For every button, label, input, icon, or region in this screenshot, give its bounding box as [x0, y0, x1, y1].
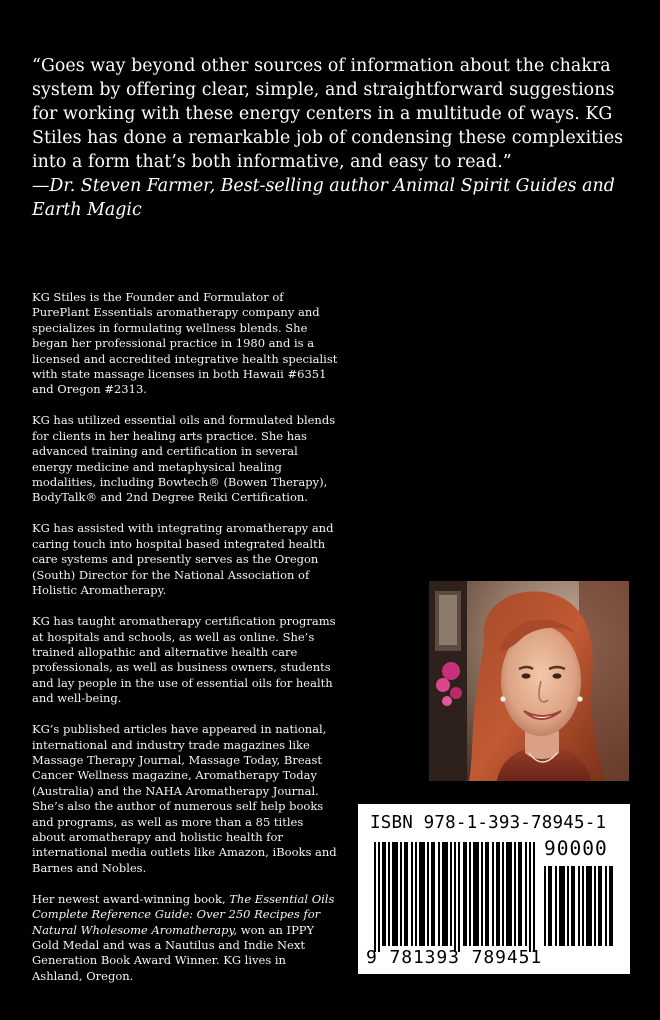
endorsement-quote: [32, 54, 638, 222]
author-photo: [429, 581, 629, 781]
bio-paragraph-5: KG’s published articles have appeared in national, international and industry trade magazines like Massage Therapy Journal, Massage Today, Breast Cancer Wellness magazine, Aromatherapy Today (Australia) and the NAHA Aromatherapy Journal. She’s also the author of numerous self help books and programs, as well as more than a 85 titles about aromatherapy and holistic health for international media outlets like Amazon, iBooks and Barnes and Nobles.: [32, 722, 337, 875]
bio-p6-intro: Her newest award-winning book,: [32, 891, 230, 906]
isbn-label: ISBN 978-1-393-78945-1: [370, 813, 607, 833]
author-bio: [32, 290, 338, 1000]
bio-paragraph-4: KG has taught aromatherapy certification programs at hospitals and schools, as well as online. She’s trained allopathic and alternative health care professionals, as well as business owners, students and lay people in the use of essential oils for health and well-being.: [32, 614, 336, 706]
bio-paragraph-6: [32, 892, 338, 984]
bio-p6-rest: won an IPPY Gold Medal and was a Nautilus and Indie Next Generation Book Award Winner. KG lives in Ashland, Oregon.: [32, 922, 315, 983]
author-portrait-image: [429, 581, 629, 781]
book-title: The Essential Oils Complete Reference Guide: Over 250 Recipes for Natural Wholesome Aromatherapy,: [32, 891, 335, 937]
bio-paragraph-3: KG has assisted with integrating aromatherapy and caring touch into hospital based integrated health care systems and presently serves as the Oregon (South) Director for the National Association of Holistic Aromatherapy.: [32, 521, 334, 598]
bio-paragraph-2: KG has utilized essential oils and formulated blends for clients in her healing arts practice. She has advanced training and certification in several energy medicine and metaphysical healing modalities, including Bowtech® (Bowen Therapy), BodyTalk® and 2nd Degree Reiki Certification.: [32, 413, 336, 505]
barcode-digits: 9 781393 789451: [366, 947, 543, 968]
quote-text: “Goes way beyond other sources of information about the chakra system by offering clear, simple, and straightforward suggestions for working with these energy centers in a multitude of ways. KG Stiles has done a remarkable job of condensing these complexities into a form that’s both informative, and easy to read.”: [32, 56, 624, 172]
price-code: 90000: [544, 837, 608, 860]
bio-paragraph-1: KG Stiles is the Founder and Formulator of PurePlant Essentials aromatherapy company and specializes in formulating wellness blends. She began her professional practice in 1980 and is a licensed and accredited integrative health specialist with state massage licenses in both Hawaii #6351 and Oregon #2313.: [32, 290, 338, 397]
quote-attribution: —Dr. Steven Farmer, Best-selling author Animal Spirit Guides and Earth Magic: [32, 176, 615, 220]
isbn-barcode: [358, 804, 630, 974]
